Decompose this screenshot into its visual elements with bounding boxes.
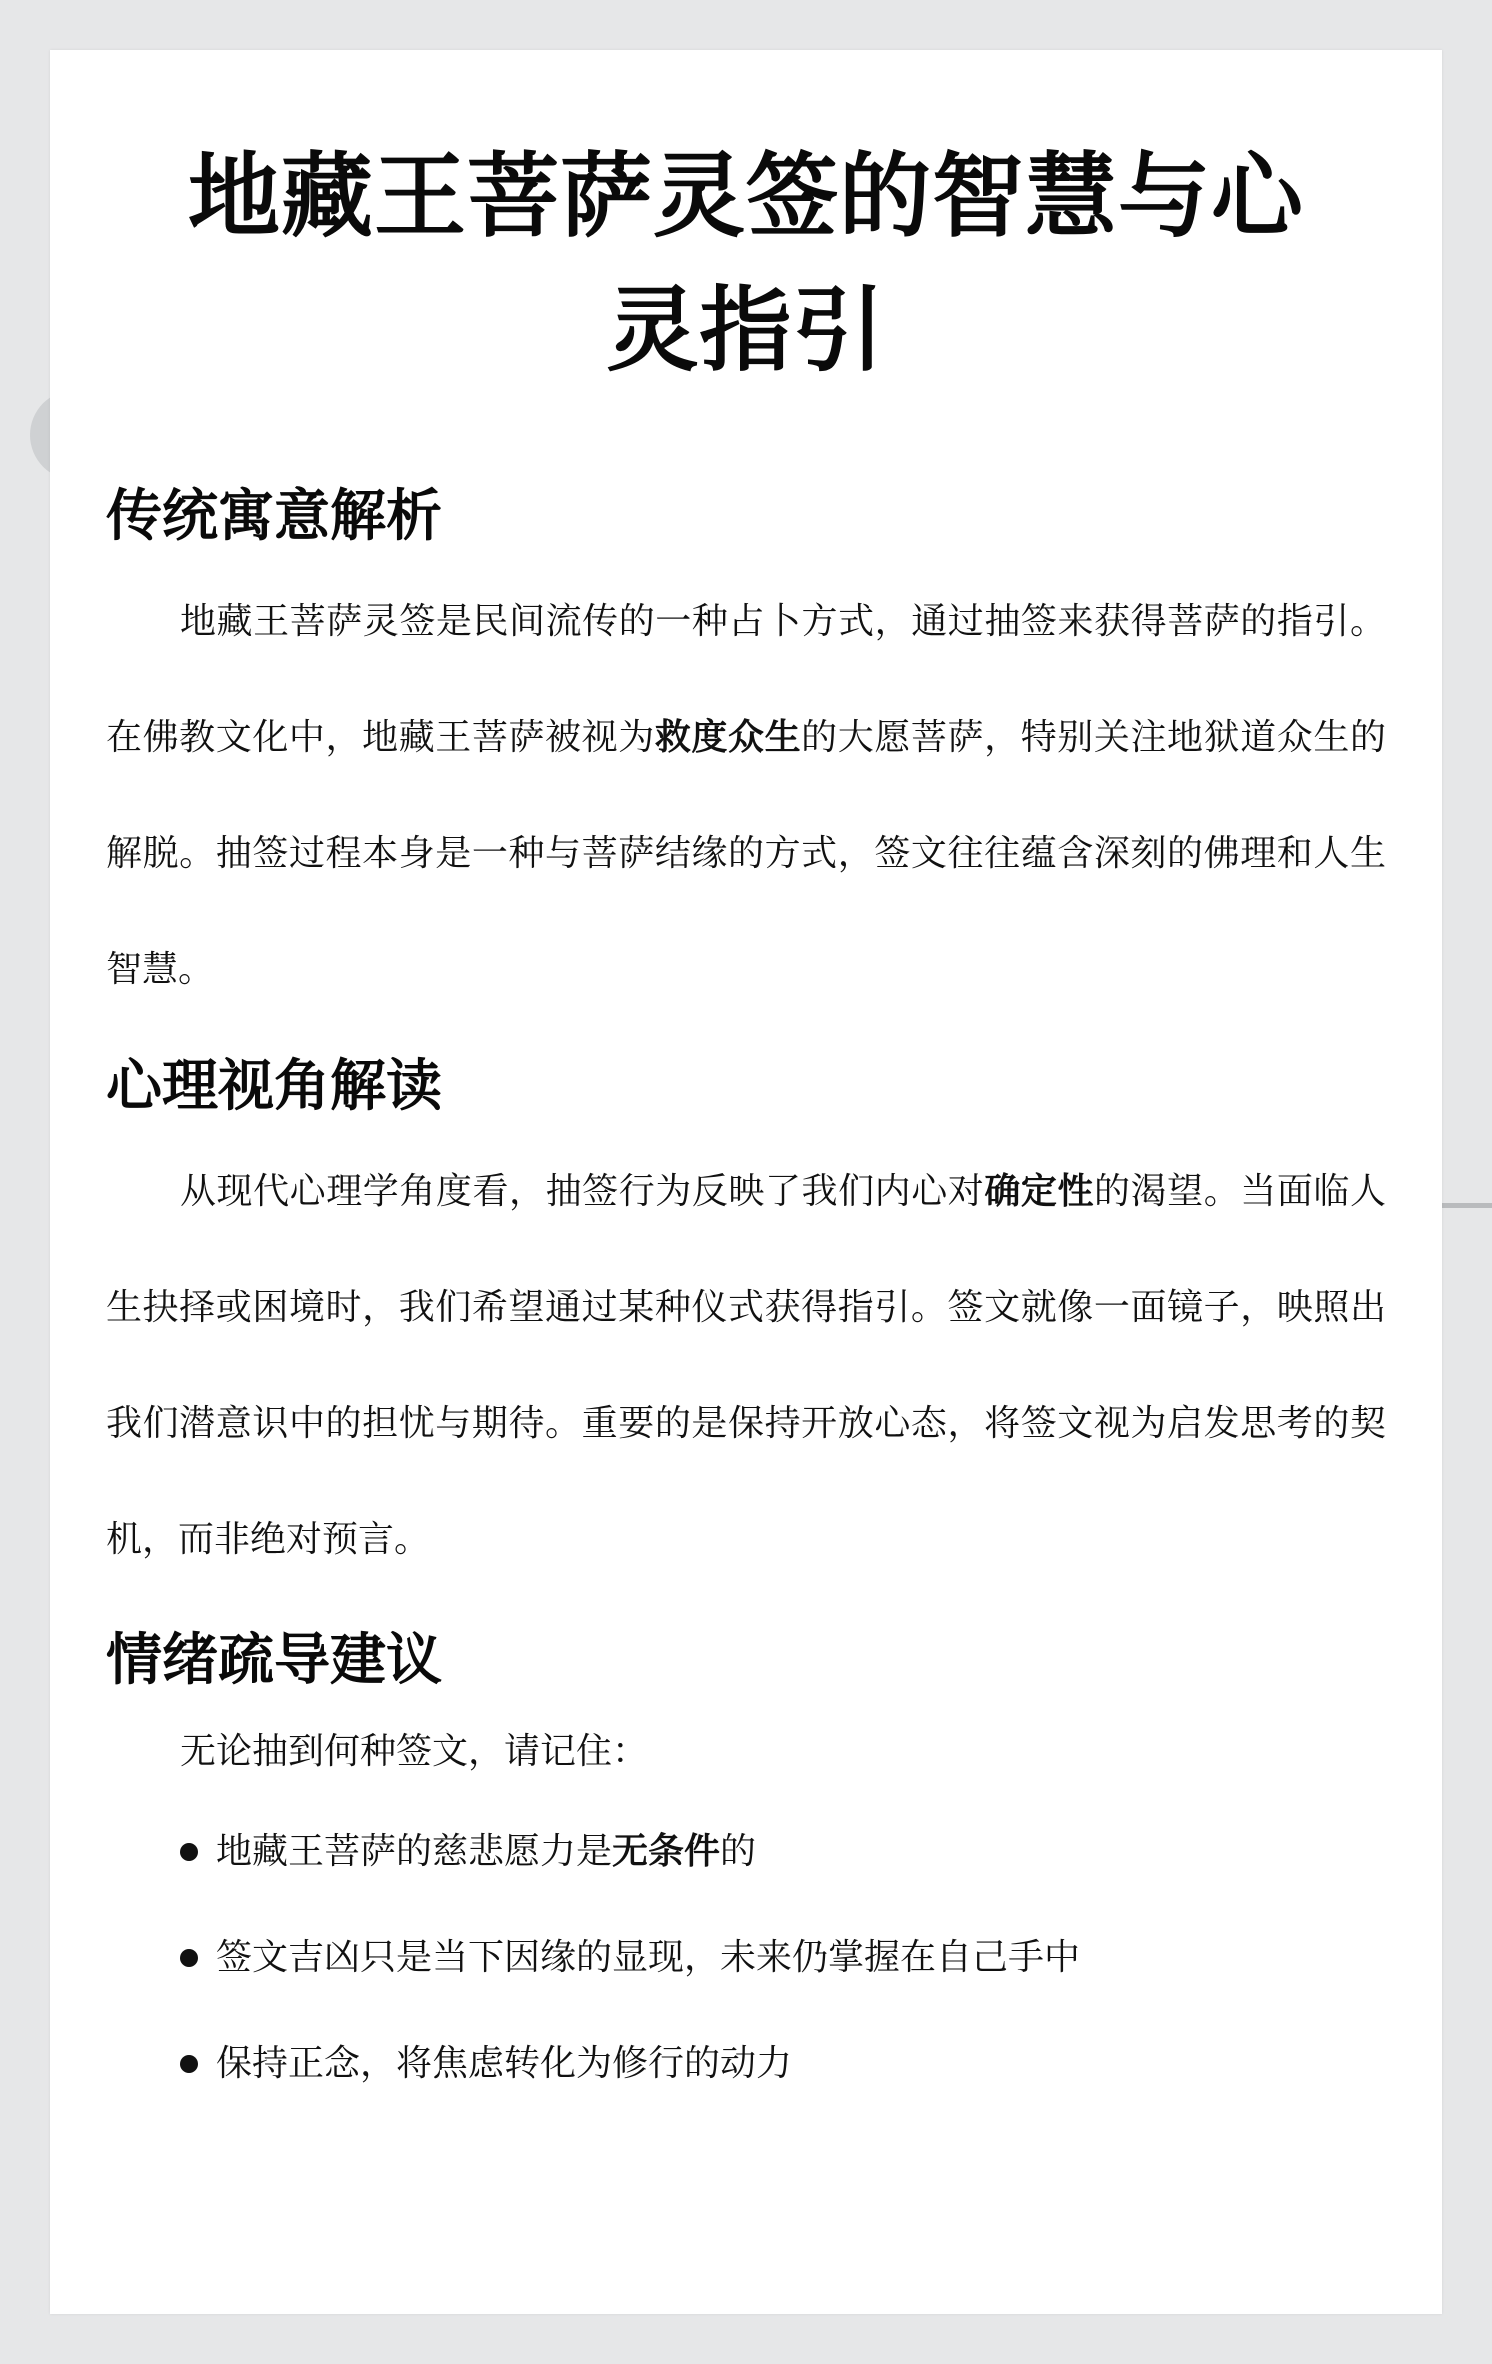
list-item-text bbox=[216, 1816, 756, 1888]
list-item-text bbox=[216, 1922, 1080, 1994]
article-card bbox=[50, 50, 1442, 2314]
list-item bbox=[180, 1922, 1386, 1994]
emphasis-text: 救度众生 bbox=[654, 717, 802, 758]
section-paragraph-psychology bbox=[106, 1134, 1386, 1598]
section-heading-traditional: 传统寓意解析 bbox=[106, 484, 442, 549]
emphasis-text: 无条件 bbox=[612, 1831, 721, 1872]
paragraph-text: 的渴望。当面临人生抉择或困境时，我们希望通过某种仪式获得指引。签文就像一面镜子，映照出我们潜意识中的担忧与期待。重要的是保持开放心态，将签文视为启发思考的契机，而非绝对预言。 bbox=[106, 1171, 1386, 1560]
list-item-text-part: 保持正念，将焦虑转化为修行的动力 bbox=[216, 2043, 793, 2084]
section-heading-psychology: 心理视角解读 bbox=[106, 1054, 442, 1119]
bullet-dot-icon bbox=[180, 1843, 198, 1861]
section-intro-emotion: 无论抽到何种签文，请记住： bbox=[180, 1731, 649, 1772]
emphasis-text: 确定性 bbox=[984, 1171, 1095, 1212]
paragraph-text: 地藏王菩萨灵签是民间流传的一种占卜方式，通过抽签来获得菩萨的指引。在佛教文化中，地藏王菩萨被视为 bbox=[106, 601, 1386, 758]
list-item-text-part: 签文吉凶只是当下因缘的显现，未来仍掌握在自己手中 bbox=[216, 1937, 1081, 1978]
list-item-text-part: 的 bbox=[720, 1831, 757, 1872]
list-item bbox=[180, 2028, 1386, 2100]
bullet-dot-icon bbox=[180, 1949, 198, 1967]
list-item-text bbox=[216, 2028, 792, 2100]
list-item-text-part: 地藏王菩萨的慈悲愿力是 bbox=[216, 1831, 613, 1872]
page-title: 地藏王菩萨灵签的智慧与心灵指引 bbox=[187, 143, 1304, 384]
advice-list bbox=[106, 1816, 1386, 2100]
section-heading-emotion: 情绪疏导建议 bbox=[106, 1628, 442, 1693]
section-paragraph-traditional bbox=[106, 564, 1386, 1028]
paragraph-text: 从现代心理学角度看，抽签行为反映了我们内心对 bbox=[180, 1171, 985, 1212]
paragraph-text: 的大愿菩萨，特别关注地狱道众生的解脱。抽签过程本身是一种与菩萨结缘的方式，签文往往蕴含深刻的佛理和人生智慧。 bbox=[106, 717, 1386, 990]
bullet-dot-icon bbox=[180, 2055, 198, 2073]
list-item bbox=[180, 1816, 1386, 1888]
